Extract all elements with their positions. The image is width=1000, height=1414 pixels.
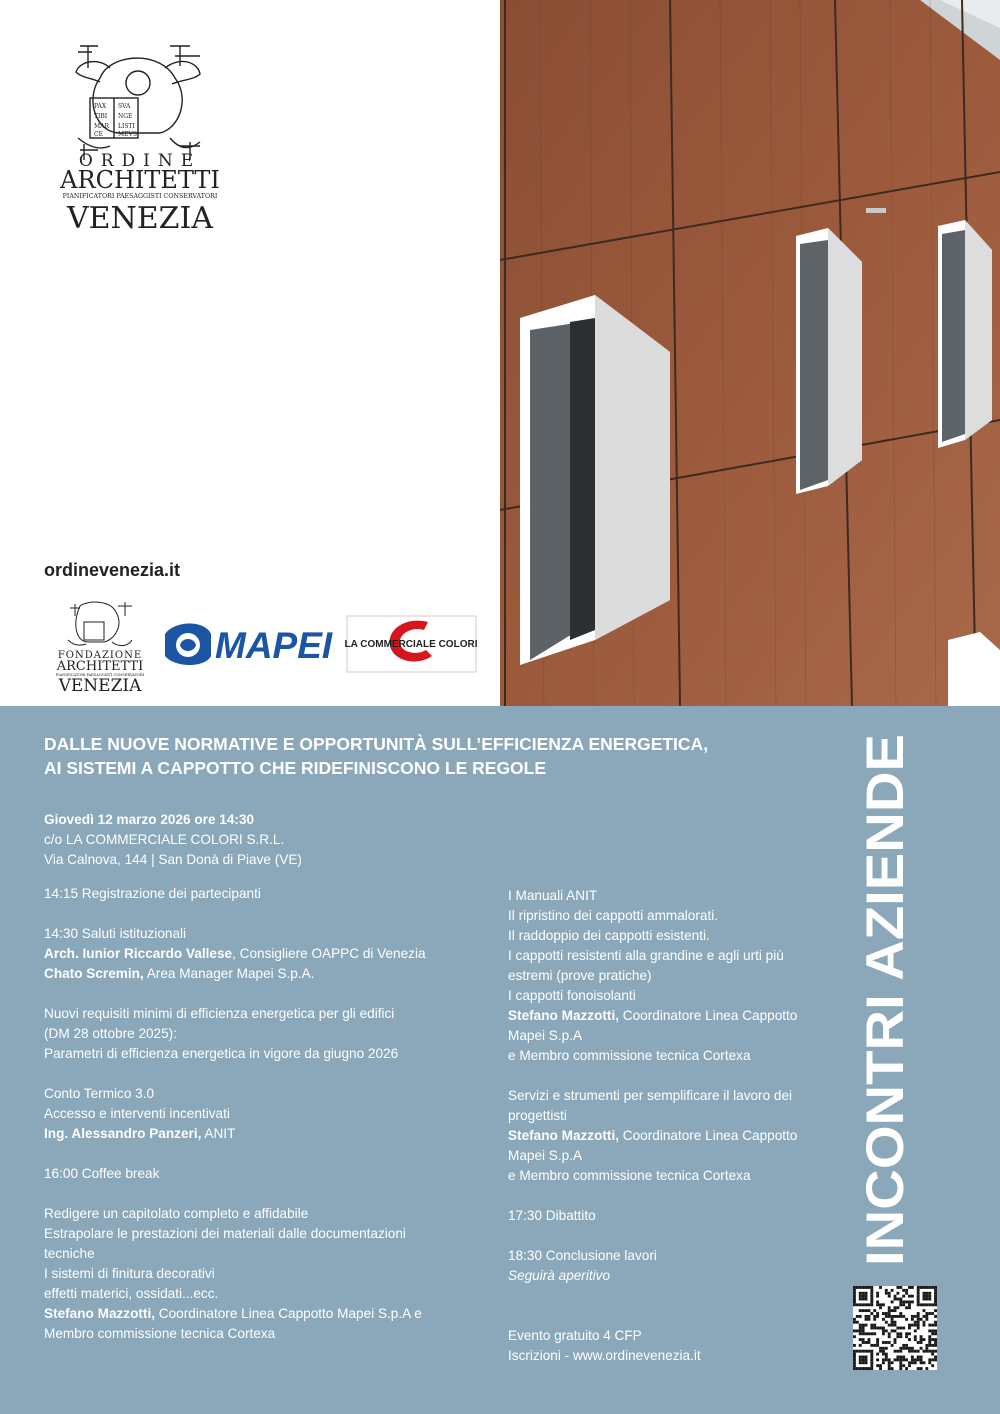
program-text: progettisti xyxy=(508,1108,567,1123)
line-spacer xyxy=(508,1066,848,1086)
program-left-column xyxy=(44,884,494,1344)
event-title-line-1: DALLE NUOVE NORMATIVE E OPPORTUNITÀ SULL’EFFICIENZA ENERGETICA, xyxy=(44,734,709,754)
speaker-name: Arch. Iunior Riccardo Vallese xyxy=(44,946,233,961)
event-address: Via Calnova, 144 | San Donà di Piave (VE) xyxy=(44,852,302,867)
ordine-architetti-logo xyxy=(40,38,240,238)
svg-text:SVA: SVA xyxy=(118,103,131,110)
program-text: 16:00 Coffee break xyxy=(44,1166,160,1181)
program-line xyxy=(44,1084,494,1104)
program-line xyxy=(44,1104,494,1124)
fondazione-line-1: FONDAZIONE xyxy=(57,650,143,661)
program-text: Redigere un capitolato completo e affidabile xyxy=(44,1206,309,1221)
program-line xyxy=(44,1304,494,1324)
program-line xyxy=(508,966,848,986)
program-text: I cappotti fonoisolanti xyxy=(508,988,636,1003)
program-line xyxy=(508,1206,848,1226)
program-line xyxy=(44,1024,494,1044)
program-text: tecniche xyxy=(44,1246,95,1261)
line-spacer xyxy=(44,904,494,924)
program-line xyxy=(508,886,848,906)
program-line xyxy=(44,1124,494,1144)
program-line xyxy=(508,1166,848,1186)
program-text: 17:30 Dibattito xyxy=(508,1208,596,1223)
event-title xyxy=(44,732,824,780)
program-line xyxy=(44,1324,494,1344)
logo-architetti: ARCHITETTI xyxy=(60,166,220,194)
program-text: Area Manager Mapei S.p.A. xyxy=(143,966,315,981)
svg-text:NGE: NGE xyxy=(118,113,133,120)
program-text: Iscrizioni - www.ordinevenezia.it xyxy=(508,1348,701,1363)
qr-code-icon[interactable] xyxy=(853,1286,937,1370)
program-line xyxy=(508,1126,848,1146)
fondazione-line-2: ARCHITETTI xyxy=(56,659,144,674)
line-spacer xyxy=(508,1226,848,1246)
program-text: Parametri di efficienza energetica in vigore da giugno 2026 xyxy=(44,1046,399,1061)
program-text: Accesso e interventi incentivati xyxy=(44,1106,230,1121)
program-line xyxy=(508,1026,848,1046)
window-middle xyxy=(796,228,862,494)
window-lower-right xyxy=(948,632,1000,706)
program-text: 14:30 Saluti istituzionali xyxy=(44,926,187,941)
program-text: I Manuali ANIT xyxy=(508,888,598,903)
event-details xyxy=(44,810,484,870)
program-line xyxy=(508,1266,848,1286)
event-title-line-2: AI SISTEMI A CAPPOTTO CHE RIDEFINISCONO LE REGOLE xyxy=(44,758,547,778)
program-line xyxy=(508,1086,848,1106)
program-line xyxy=(44,964,494,984)
program-line xyxy=(508,1106,848,1126)
event-date: Giovedì 12 marzo 2026 ore 14:30 xyxy=(44,812,255,827)
program-line xyxy=(44,1164,494,1184)
svg-text:TIBI: TIBI xyxy=(94,113,108,120)
program-line xyxy=(44,1244,494,1264)
line-spacer xyxy=(508,1306,848,1326)
speaker-name: Chato Scremin, xyxy=(44,966,144,981)
program-right-column xyxy=(508,886,848,1366)
building-facade-photo xyxy=(500,0,1000,706)
logo-venezia: VENEZIA xyxy=(66,201,214,236)
program-text: effetti materici, ossidati...ecc. xyxy=(44,1286,219,1301)
program-text: Mapei S.p.A xyxy=(508,1028,583,1043)
program-line xyxy=(44,1224,494,1244)
program-line xyxy=(44,1284,494,1304)
speaker-name: Stefano Mazzotti, xyxy=(508,1128,620,1143)
line-spacer xyxy=(44,984,494,1004)
program-text: I cappotti resistenti alla grandine e agli urti più xyxy=(508,948,784,963)
program-line xyxy=(44,924,494,944)
svg-text:MAR: MAR xyxy=(94,123,109,130)
program-line xyxy=(508,1346,848,1366)
program-text: 18:30 Conclusione lavori xyxy=(508,1248,657,1263)
program-text: Coordinatore Linea Cappotto xyxy=(619,1128,798,1143)
logo-sub: PIANIFICATORI PAESAGGISTI CONSERVATORI xyxy=(62,193,218,200)
program-text: Evento gratuito 4 CFP xyxy=(508,1328,642,1343)
line-spacer xyxy=(508,1286,848,1306)
program-line xyxy=(44,1204,494,1224)
line-spacer xyxy=(44,1184,494,1204)
logo-ordine: ORDINE xyxy=(78,151,202,171)
speaker-name: Ing. Alessandro Panzeri, xyxy=(44,1126,202,1141)
program-line xyxy=(508,1246,848,1266)
program-line xyxy=(508,906,848,926)
program-line xyxy=(508,926,848,946)
fondazione-line-4: VENEZIA xyxy=(58,676,142,695)
program-line xyxy=(508,986,848,1006)
program-text: , Consigliere OAPPC di Venezia xyxy=(232,946,426,961)
window-left xyxy=(520,295,670,665)
program-text: Il raddoppio dei cappotti esistenti. xyxy=(508,928,710,943)
svg-text:LISTI: LISTI xyxy=(118,123,135,130)
program-text: (DM 28 ottobre 2025): xyxy=(44,1026,177,1041)
program-line xyxy=(44,1264,494,1284)
fondazione-line-3: PIANIFICATORI PAESAGGISTI CONSERVATORI xyxy=(55,673,145,677)
program-text: Conto Termico 3.0 xyxy=(44,1086,155,1101)
program-line xyxy=(508,1146,848,1166)
commerciale-wordmark: LA COMMERCIALE COLORI xyxy=(344,639,478,650)
program-text: Il ripristino dei cappotti ammalorati. xyxy=(508,908,719,923)
program-line xyxy=(44,944,494,964)
mapei-logo xyxy=(165,624,333,667)
program-text: I sistemi di finitura decorativi xyxy=(44,1266,215,1281)
program-line xyxy=(508,946,848,966)
incontri-aziende-label xyxy=(845,718,935,1278)
program-text: ANIT xyxy=(201,1126,236,1141)
speaker-name: Stefano Mazzotti, xyxy=(44,1306,156,1321)
program-text: Mapei S.p.A xyxy=(508,1148,583,1163)
event-venue: c/o LA COMMERCIALE COLORI S.R.L. xyxy=(44,832,285,847)
mapei-wordmark: MAPEI xyxy=(215,625,333,666)
program-text: Servizi e strumenti per semplificare il lavoro dei xyxy=(508,1088,793,1103)
program-text: Membro commissione tecnica Cortexa xyxy=(44,1326,276,1341)
program-text: Estrapolare le prestazioni dei materiali dalle documentazioni xyxy=(44,1226,406,1241)
program-line xyxy=(44,884,494,904)
program-text: Nuovi requisiti minimi di efficienza energetica per gli edifici xyxy=(44,1006,395,1021)
program-text: Seguirà aperitivo xyxy=(508,1268,611,1283)
program-line xyxy=(508,1006,848,1026)
window-right xyxy=(938,220,992,448)
fondazione-architetti-logo xyxy=(56,602,145,695)
svg-text:CE: CE xyxy=(94,131,103,138)
program-text: Coordinatore Linea Cappotto xyxy=(619,1008,798,1023)
speaker-name: Stefano Mazzotti, xyxy=(508,1008,620,1023)
la-commerciale-colori-logo xyxy=(345,616,478,672)
svg-text:PAX: PAX xyxy=(94,103,107,110)
program-text: 14:15 Registrazione dei partecipanti xyxy=(44,886,261,901)
sponsor-logos xyxy=(40,600,490,695)
header-section xyxy=(0,0,1000,706)
small-lion-icon xyxy=(68,602,132,646)
program-line xyxy=(44,1004,494,1024)
program-text: estremi (prove pratiche) xyxy=(508,968,652,983)
program-text: Coordinatore Linea Cappotto Mapei S.p.A e xyxy=(155,1306,422,1321)
program-text: e Membro commissione tecnica Cortexa xyxy=(508,1168,751,1183)
program-text: e Membro commissione tecnica Cortexa xyxy=(508,1048,751,1063)
program-line xyxy=(508,1046,848,1066)
line-spacer xyxy=(44,1064,494,1084)
event-band xyxy=(0,706,1000,1414)
svg-text:MEVS: MEVS xyxy=(118,131,137,138)
program-line xyxy=(508,1326,848,1346)
side-label-text: INCONTRI AZIENDE xyxy=(856,764,915,1266)
line-spacer xyxy=(44,1144,494,1164)
line-spacer xyxy=(508,1186,848,1206)
website-url[interactable]: ordinevenezia.it xyxy=(44,560,181,580)
program-line xyxy=(44,1044,494,1064)
